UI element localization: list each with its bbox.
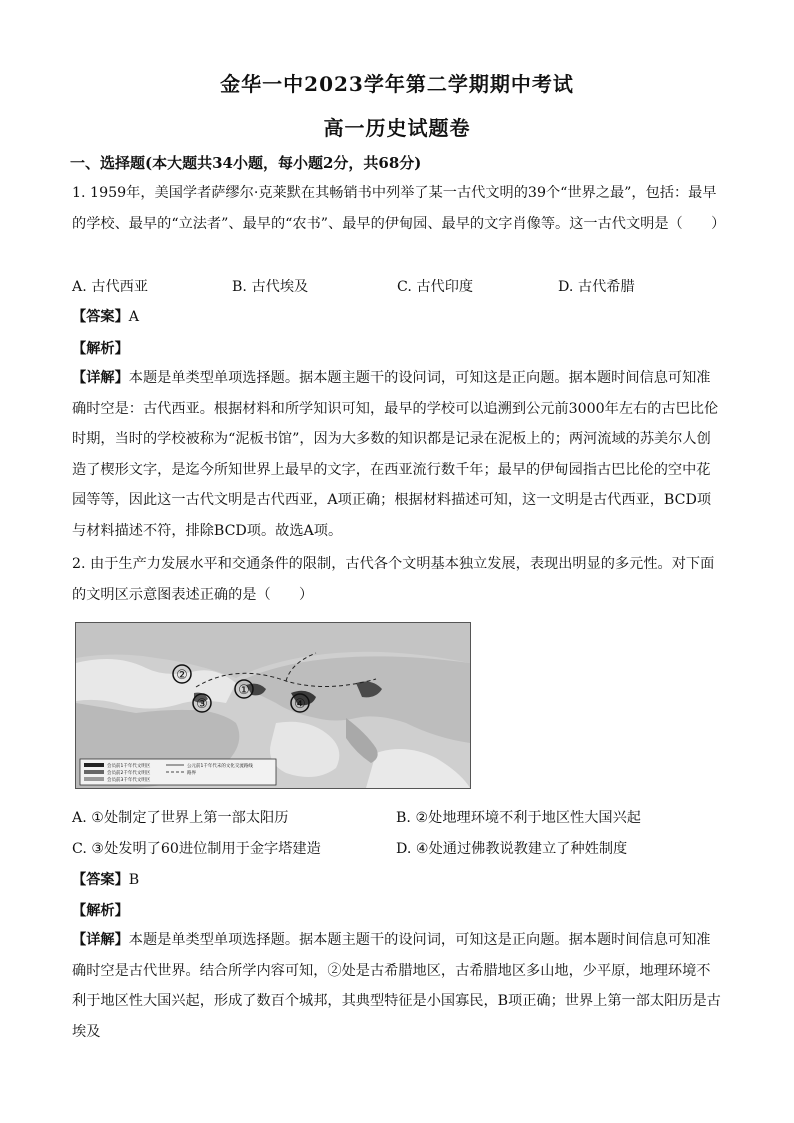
- exam-title: 金华一中2023学年第二学期期中考试: [220, 72, 574, 96]
- svg-text:③: ③: [196, 697, 208, 712]
- civilization-map: [75, 622, 471, 789]
- map-legend: [80, 759, 276, 785]
- q2-detail-label: 【详解】: [72, 932, 129, 948]
- svg-text:会员前2千年代文明区: 会员前2千年代文明区: [107, 771, 151, 776]
- svg-text:公元前1千年代末的文化交流路线: 公元前1千年代末的文化交流路线: [187, 764, 253, 769]
- q1-analysis-label: 【解析】: [72, 341, 129, 357]
- q1-answer-label: 【答案】: [72, 309, 129, 325]
- svg-text:会员前1千年代文明区: 会员前1千年代文明区: [107, 764, 151, 769]
- q2-answer: [72, 869, 139, 889]
- q1-option-c: C. 古代印度: [397, 279, 474, 295]
- q1-detail: [72, 363, 722, 546]
- question-2-stem: 2. 由于生产力发展水平和交通条件的限制，古代各个文明基本独立发展，表现出明显的多元性。对下面的文明区示意图表述正确的是（ ）: [72, 556, 715, 603]
- q1-option-d: D. 古代希腊: [558, 279, 635, 295]
- q2-option-b: B. ②处地理环境不利于地区性大国兴起: [396, 810, 641, 826]
- q1-detail-text: 本题是单类型单项选择题。据本题主题干的设问词，可知这是正向题。据本题时间信息可知准确时空是：古代西亚。根据材料和所学知识可知，最早的学校可以追溯到公元前3000年左右的古巴比伦时期，当时的学校被称为“泥板书馆”，因为大多数的知识都是记录在泥板上的；两河流域的苏美尔人创造了楔形文字，是迄今所知世界上最早的文字，在西亚流行数千年；最早的伊甸园指古巴比伦的空中花园等等，因此这一古代文明是古代西亚，A项正确；根据材料描述可知，这一文明是古代西亚，BCD项与材料描述不符，排除BCD项。故选A项。: [72, 370, 719, 539]
- q2-answer-label: 【答案】: [72, 872, 129, 888]
- q2-detail: [72, 925, 722, 1047]
- q2-option-d: D. ④处通过佛教说教建立了种姓制度: [396, 841, 628, 857]
- svg-text:会员前3千年代文明区: 会员前3千年代文明区: [107, 778, 151, 783]
- q2-answer-value: B: [128, 872, 140, 888]
- q1-detail-label: 【详解】: [72, 370, 129, 386]
- q2-option-a: A. ①处制定了世界上第一部太阳历: [72, 810, 289, 826]
- q1-option-b: B. 古代埃及: [232, 279, 309, 295]
- q2-detail-text: 本题是单类型单项选择题。据本题主题干的设问词，可知这是正向题。据本题时间信息可知准确时空是古代世界。结合所学内容可知，②处是古希腊地区，古希腊地区多山地，少平原，地理环境不利于地区性大国兴起，形成了数百个城邦，其典型特征是小国寡民，B项正确；世界上第一部太阳历是古埃及: [72, 932, 721, 1040]
- q2-analysis-label: 【解析】: [72, 903, 129, 919]
- svg-text:②: ②: [176, 668, 188, 683]
- q1-answer: [72, 306, 139, 326]
- q1-answer-value: A: [128, 309, 140, 325]
- question-1-stem: 1. 1959年，美国学者萨缪尔·克莱默在其畅销书中列举了某一古代文明的39个“世界之最”，包括：最早的学校、最早的“立法者”、最早的“农书”、最早的伊甸园、最早的文字肖像等。这一古代文明是（ ）: [72, 185, 726, 232]
- q2-option-c: C. ③处发明了60进位制用于金字塔建造: [72, 841, 321, 857]
- svg-text:①: ①: [238, 683, 250, 698]
- section-heading: 一、选择题(本大题共34小题，每小题2分，共68分): [70, 154, 422, 172]
- q1-analysis: [72, 338, 129, 358]
- q1-option-a: A. 古代西亚: [72, 279, 149, 295]
- exam-subtitle: 高一历史试题卷: [323, 116, 471, 140]
- q2-analysis: [72, 900, 129, 920]
- svg-text:路界: 路界: [187, 771, 196, 776]
- svg-text:④: ④: [294, 697, 306, 712]
